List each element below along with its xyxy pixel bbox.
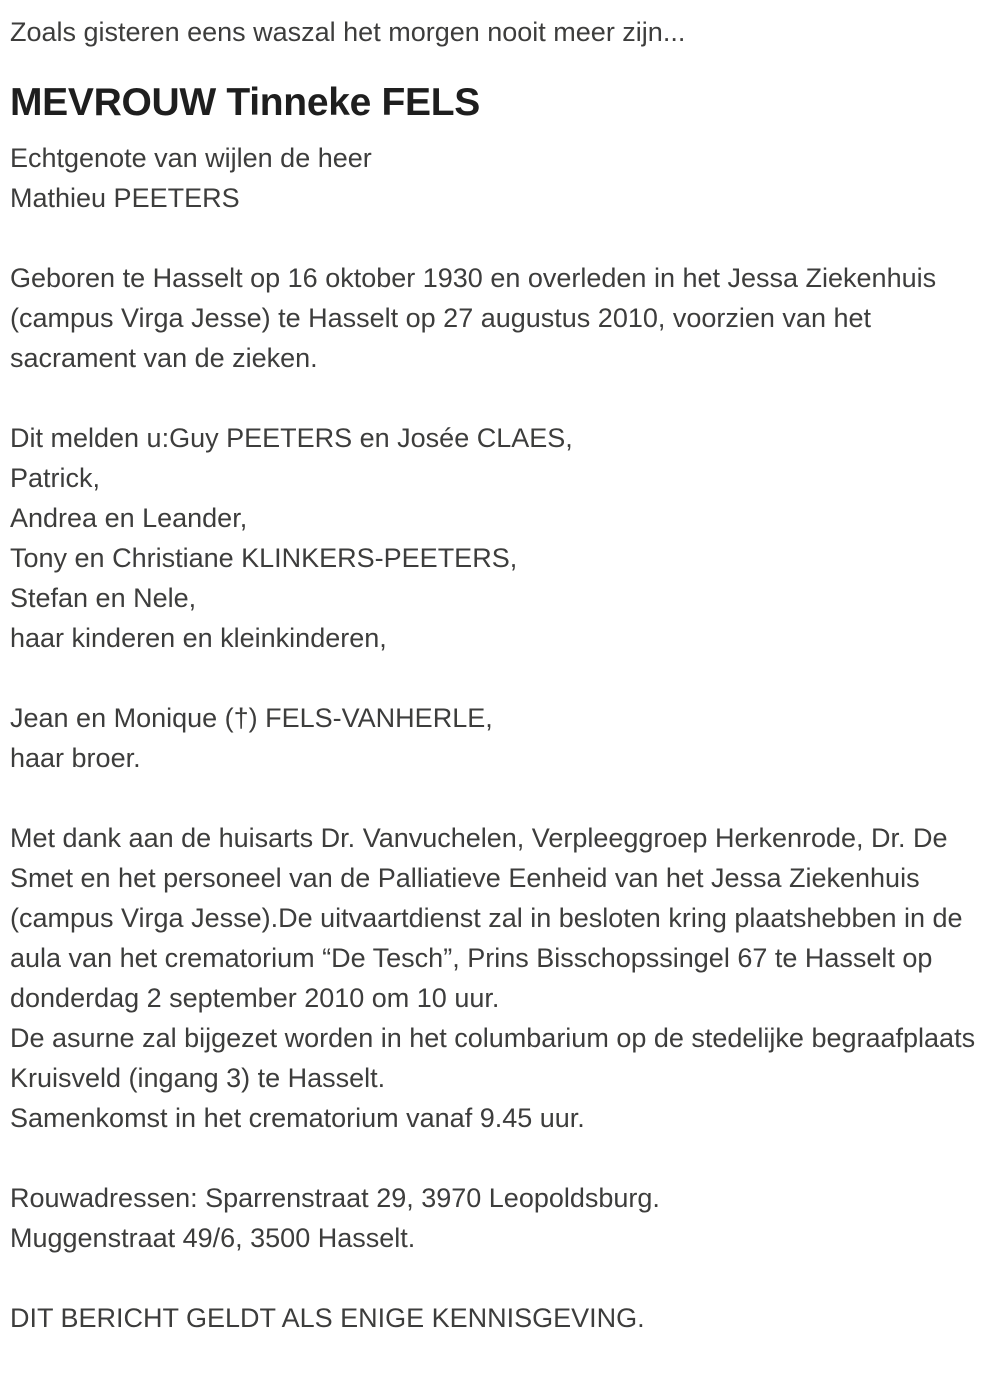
final-notice: DIT BERICHT GELDT ALS ENIGE KENNISGEVING. xyxy=(10,1303,645,1333)
announcer-line: Stefan en Nele, xyxy=(10,583,197,613)
gathering-paragraph: Samenkomst in het crematorium vanaf 9.45 uur. xyxy=(10,1103,585,1133)
mourning-addresses-block xyxy=(10,1178,988,1258)
relation-line: Echtgenote van wijlen de heer xyxy=(10,143,372,173)
announcer-line: haar kinderen en kleinkinderen, xyxy=(10,623,387,653)
deceased-name-title: MEVROUW Tinneke FELS xyxy=(10,81,480,124)
birth-death-paragraph: Geboren te Hasselt op 16 oktober 1930 en overleden in het Jessa Ziekenhuis (campus Virga Jesse) te Hasselt op 27 augustus 2010, voorzien van het sacrament van de zieken. xyxy=(10,263,937,373)
final-notice-block xyxy=(10,1298,988,1338)
announcers-block xyxy=(10,418,988,658)
mourning-address-line: Muggenstraat 49/6, 3500 Hasselt. xyxy=(10,1223,416,1253)
opening-line: Zoals gisteren eens waszal het morgen nooit meer zijn... xyxy=(10,17,686,47)
birth-death-block xyxy=(10,258,988,378)
announcer-line: Tony en Christiane KLINKERS-PEETERS, xyxy=(10,543,518,573)
thanks-and-service-paragraph: Met dank aan de huisarts Dr. Vanvuchelen, Verpleeggroep Herkenrode, Dr. De Smet en het personeel van de Palliatieve Eenheid van het Jessa Ziekenhuis (campus Virga Jesse).De uitvaartdienst zal in besloten kring plaatshebben in de aula van het crematorium “De Tesch”, Prins Bisschopssingel 67 te Hasselt op donderdag 2 september 2010 om 10 uur. xyxy=(10,823,963,1013)
brother-block xyxy=(10,698,988,778)
relation-block xyxy=(10,138,988,218)
brother-line: haar broer. xyxy=(10,743,141,773)
service-block xyxy=(10,818,988,1138)
mourning-address-line: Rouwadressen: Sparrenstraat 29, 3970 Leopoldsburg. xyxy=(10,1183,660,1213)
announcer-line: Dit melden u:Guy PEETERS en Josée CLAES, xyxy=(10,423,573,453)
brother-line: Jean en Monique (†) FELS-VANHERLE, xyxy=(10,703,493,733)
columbarium-paragraph: De asurne zal bijgezet worden in het columbarium op de stedelijke begraafplaats Kruisveld (ingang 3) te Hasselt. xyxy=(10,1023,976,1093)
announcer-line: Patrick, xyxy=(10,463,101,493)
relation-line: Mathieu PEETERS xyxy=(10,183,240,213)
announcer-line: Andrea en Leander, xyxy=(10,503,248,533)
